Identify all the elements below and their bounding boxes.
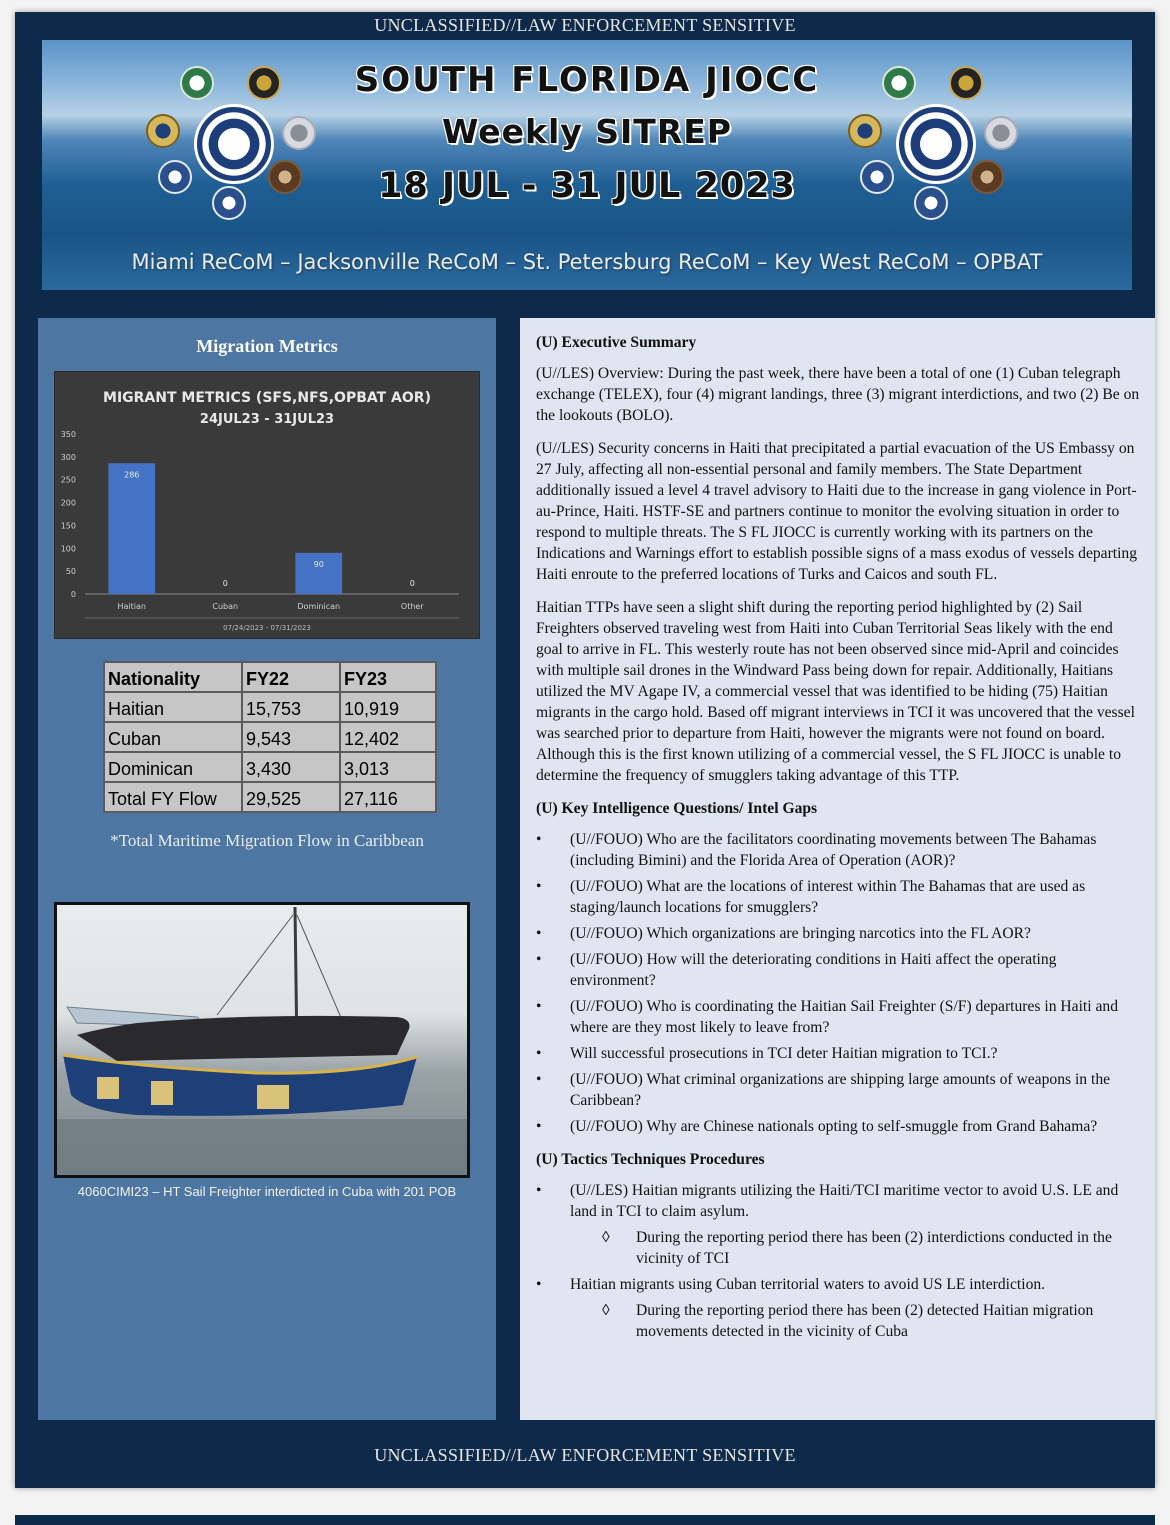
- list-item: • Will successful prosecutions in TCI deter Haitian migration to TCI.?: [536, 1043, 1142, 1064]
- chart-subtitle: 24JUL23 - 31JUL23: [199, 412, 335, 427]
- list-item: • (U//FOUO) How will the deteriorating conditions in Haiti affect the operating environment?: [536, 949, 1142, 991]
- sail-freighter-photo: [54, 902, 470, 1178]
- list-item: • (U//FOUO) Who are the facilitators coordinating movements between The Bahamas (including Bimini) and the Florida Area of Operation (AOR)?: [536, 829, 1142, 871]
- chart-svg: [55, 372, 479, 638]
- kiq-heading: (U) Key Intelligence Questions/ Intel Gaps: [536, 800, 818, 817]
- banner: [42, 40, 1132, 290]
- list-item: • (U//FOUO) Who is coordinating the Haitian Sail Freighter (S/F) departures in Haiti and where are they most likely to leave from?: [536, 996, 1142, 1038]
- table-cell: 29,525: [242, 782, 340, 812]
- list-item: • (U//FOUO) Which organizations are bringing narcotics into the FL AOR?: [536, 923, 1142, 944]
- y-tick-label: 200: [60, 498, 76, 508]
- y-tick-label: 300: [60, 452, 76, 462]
- y-tick-label: 0: [70, 590, 76, 599]
- banner-subtitle: Weekly SITREP: [442, 112, 732, 151]
- x-tick-label: Other: [400, 602, 424, 611]
- list-item: • (U//FOUO) What are the locations of interest within The Bahamas that are used as staging/launch locations for smugglers?: [536, 876, 1142, 918]
- list-item: • Haitian migrants using Cuban territorial waters to avoid US LE interdiction.: [536, 1274, 1142, 1295]
- list-item: • (U//FOUO) What criminal organizations are shipping large amounts of weapons in the Caribbean?: [536, 1069, 1142, 1111]
- data-label: 0: [409, 579, 415, 588]
- table-note: *Total Maritime Migration Flow in Caribbean: [110, 831, 424, 850]
- x-tick-label: Cuban: [212, 602, 239, 611]
- table-row: [104, 692, 436, 722]
- sub-list-item: ◊ During the reporting period there has been (2) interdictions conducted in the vicinity of TCI: [536, 1227, 1142, 1269]
- nationality-table: [103, 661, 437, 813]
- exec-summary-heading: (U) Executive Summary: [536, 334, 697, 351]
- y-tick-label: 50: [65, 567, 76, 577]
- data-label: 0: [222, 579, 228, 588]
- sail-freighter-illustration: [57, 905, 467, 1175]
- left-column: [38, 318, 496, 1420]
- table-cell: Cuban: [104, 722, 242, 752]
- table-row: [104, 722, 436, 752]
- table-cell: 3,013: [340, 752, 436, 782]
- list-item: • (U//FOUO) Why are Chinese nationals opting to self-smuggle from Grand Bahama?: [536, 1116, 1142, 1137]
- data-label: 286: [124, 470, 140, 480]
- x-tick-label: Dominican: [297, 602, 341, 611]
- table-header-row: [104, 662, 436, 692]
- table-row: [104, 752, 436, 782]
- migrant-metrics-chart: [54, 371, 480, 639]
- list-item: • (U//LES) Haitian migrants utilizing the Haiti/TCI maritime vector to avoid U.S. LE and land in TCI to claim asylum.: [536, 1180, 1142, 1222]
- table-header-cell: FY22: [242, 662, 340, 692]
- overview-paragraph: (U//LES) Overview: During the past week, there have been a total of one (1) Cuban telegraph exchange (TELEX), four (4) migrant landings, three (3) migrant interdictions, and two (2) Be on the lookouts (BOLO).: [536, 365, 1140, 424]
- y-tick-label: 250: [60, 475, 76, 485]
- next-page-edge: [15, 1515, 1155, 1525]
- data-label: 90: [313, 559, 324, 569]
- sitrep-page: [15, 12, 1155, 1488]
- bar-haitian: [108, 463, 155, 594]
- table-cell: Dominican: [104, 752, 242, 782]
- y-tick-label: 100: [60, 544, 76, 554]
- ttp-shift-paragraph: Haitian TTPs have seen a slight shift during the reporting period highlighted by (2) Sail Freighters observed traveling west from Haiti into Cuban Territorial Seas likely with the end goal to arrive in FL. This westerly route has not been observed since mid-April and coincides with multiple sail drones in the Windward Pass being down for repair. Additionally, Haitians utilized the MV Agape IV, a commercial vessel that was identified to be hiding (75) Haitian migrants in the cargo hold. Based off migrant interviews in TCI it was uncovered that the vessel was searched prior to departure from Haiti, however the migrants were not found on board. Although this is the first known utilizing of a commercial vessel, the S FL JIOCC is unable to determine the frequency of smugglers taking advantage of this TTP.: [536, 599, 1135, 784]
- table-cell: 10,919: [340, 692, 436, 722]
- ttp-heading: (U) Tactics Techniques Procedures: [536, 1151, 765, 1168]
- classification-top: UNCLASSIFIED//LAW ENFORCEMENT SENSITIVE: [374, 15, 796, 35]
- table-cell: 15,753: [242, 692, 340, 722]
- chart-title: MIGRANT METRICS (SFS,NFS,OPBAT AOR): [103, 390, 431, 406]
- banner-title: SOUTH FLORIDA JIOCC: [354, 60, 820, 100]
- right-column-content: [536, 332, 1142, 1354]
- photo-caption: 4060CIMI23 – HT Sail Freighter interdicted in Cuba with 201 POB: [77, 1184, 457, 1199]
- kiq-list: [536, 829, 1142, 1137]
- table-header-cell: FY23: [340, 662, 436, 692]
- x-axis-label: 07/24/2023 - 07/31/2023: [223, 624, 311, 632]
- table-cell: 3,430: [242, 752, 340, 782]
- y-tick-label: 150: [60, 521, 76, 531]
- x-tick-label: Haitian: [117, 602, 146, 611]
- table-header-cell: Nationality: [104, 662, 242, 692]
- migration-metrics-heading: Migration Metrics: [196, 336, 338, 356]
- table-cell: 12,402: [340, 722, 436, 752]
- right-column: [520, 318, 1155, 1420]
- table-cell: 9,543: [242, 722, 340, 752]
- ttp-list: [536, 1180, 1142, 1342]
- y-tick-label: 350: [60, 430, 76, 439]
- classification-bottom: UNCLASSIFIED//LAW ENFORCEMENT SENSITIVE: [374, 1445, 796, 1465]
- sub-list-item: ◊ During the reporting period there has been (2) detected Haitian migration movements detected in the vicinity of Cuba: [536, 1300, 1142, 1342]
- security-paragraph: (U//LES) Security concerns in Haiti that precipitated a partial evacuation of the US Embassy on 27 July, affecting all non-essential personal and family members. The State Department additionally issued a level 4 travel advisory to Haiti due to the increase in gang violence in Port-au-Prince, Haiti. HSTF-SE and partners continue to monitor the evolving situation in order to respond to multiple threats. The S FL JIOCC is currently working with its partners on the Indications and Warnings effort to establish possible signs of a mass exodus of vessels departing Haiti enroute to the preferred locations of Turks and Caicos and south FL.: [536, 440, 1138, 583]
- footer-bar: [15, 1420, 1155, 1488]
- table-row: [104, 782, 436, 812]
- banner-recoms: Miami ReCoM – Jacksonville ReCoM – St. Petersburg ReCoM – Key West ReCoM – OPBAT: [131, 250, 1043, 274]
- table-cell: Total FY Flow: [104, 782, 242, 812]
- table-cell: Haitian: [104, 692, 242, 722]
- banner-dates: 18 JUL - 31 JUL 2023: [378, 166, 796, 206]
- table-cell: 27,116: [340, 782, 436, 812]
